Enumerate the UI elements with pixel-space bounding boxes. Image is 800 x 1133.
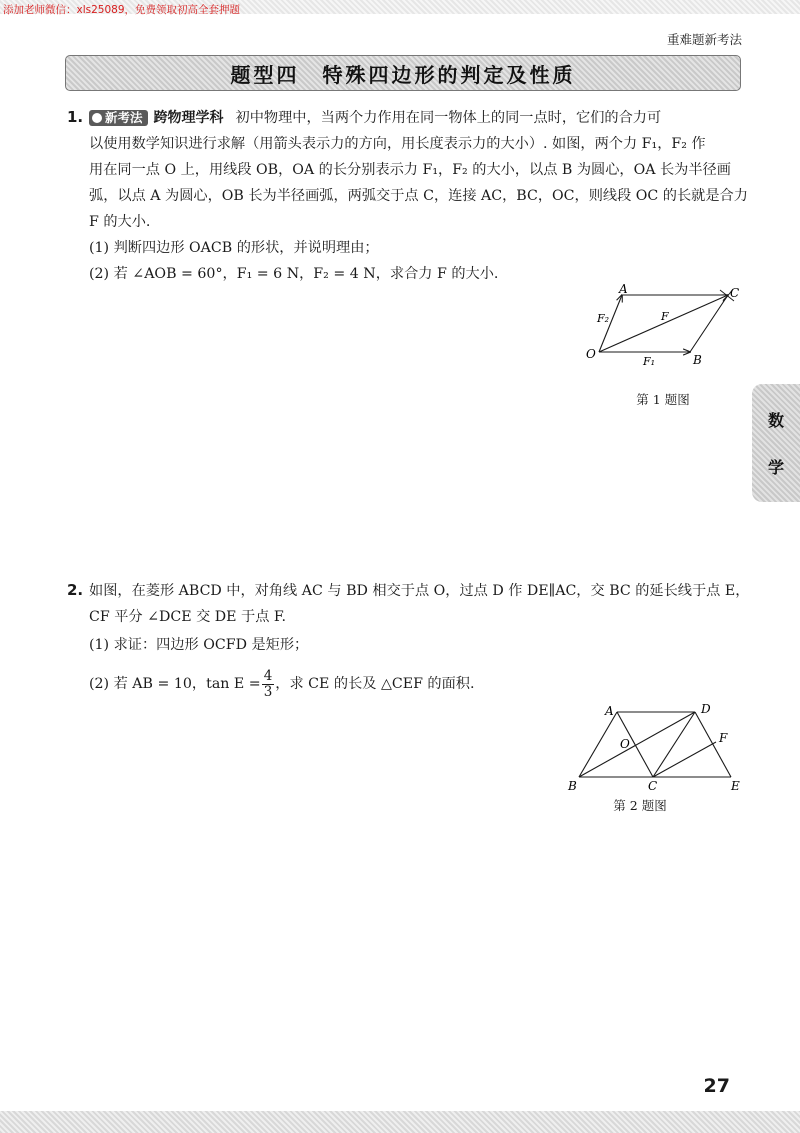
problem-1-line-4: 弧，以点 A 为圆心，OB 长为半径画弧，两弧交于点 C，连接 AC，BC，OC，则线段 OC 的长就是合力 xyxy=(89,188,748,204)
new-method-badge xyxy=(89,110,148,126)
subject-side-tab xyxy=(752,384,800,502)
header-section-title: 重难题新考法 xyxy=(666,32,742,47)
bottom-texture-strip xyxy=(0,1111,800,1133)
q2-text-after: ，求 CE 的长及 △CEF 的面积. xyxy=(275,676,475,692)
figure-2 xyxy=(565,700,745,814)
label-o: O xyxy=(586,347,596,361)
label-b: B xyxy=(693,353,702,367)
figure-2-caption: 第 2 题图 xyxy=(613,798,667,813)
section-title: 题型四 特殊四边形的判定及性质 xyxy=(230,62,576,87)
label-o: O xyxy=(620,737,630,751)
segment-cf xyxy=(653,742,716,777)
fraction-denominator: 3 xyxy=(263,683,273,700)
label-a: A xyxy=(619,282,628,296)
problem-1-question-2: (2) 若 ∠AOB = 60°，F₁ = 6 N，F₂ = 4 N，求合力 F 的大小. xyxy=(89,266,499,282)
label-d: D xyxy=(701,702,711,716)
side-tab-char-2: 学 xyxy=(767,458,784,477)
figure-1 xyxy=(583,280,743,408)
problem-2 xyxy=(67,577,750,700)
section-title-bar xyxy=(65,55,741,91)
problem-2-first-line xyxy=(67,577,750,604)
label-f: F xyxy=(719,731,728,745)
problem-2-number: 2. xyxy=(67,581,84,599)
problem-2-question-1: (1) 求证：四边形 OCFD 是矩形； xyxy=(89,637,309,653)
diagonal-bd xyxy=(579,712,695,777)
segment-dc xyxy=(653,712,695,777)
problem-2-line-2: CF 平分 ∠DCE 交 DE 于点 F. xyxy=(89,609,287,625)
label-c: C xyxy=(648,779,658,793)
label-e: E xyxy=(731,779,740,793)
label-f1: F₁ xyxy=(643,355,656,368)
rhombus-diagram xyxy=(565,700,745,796)
problem-1-first-line xyxy=(67,104,745,131)
force-parallelogram-diagram xyxy=(583,280,743,390)
badge-label: 新考法 xyxy=(105,110,143,125)
problem-1-number: 1. xyxy=(67,108,84,126)
problem-1 xyxy=(67,104,748,287)
label-f2: F₂ xyxy=(597,312,610,325)
figure-1-caption: 第 1 题图 xyxy=(636,392,690,407)
label-c: C xyxy=(730,286,740,300)
label-a: A xyxy=(605,704,614,718)
problem-2-line-1: 如图，在菱形 ABCD 中，对角线 AC 与 BD 相交于点 O，过点 D 作 DE∥AC，交 BC 的延长线于点 E， xyxy=(89,583,750,599)
problem-1-question-1: (1) 判断四边形 OACB 的形状，并说明理由； xyxy=(89,240,379,256)
side-tab-char-1: 数 xyxy=(767,411,784,430)
label-b: B xyxy=(568,779,577,793)
watermark-text: 添加老师微信：xls25089，免费领取初高全套押题 xyxy=(3,4,241,16)
problem-1-line-5: F 的大小. xyxy=(89,214,151,230)
page-number: 27 xyxy=(703,1075,730,1097)
fraction-4-3 xyxy=(262,669,275,700)
lightbulb-icon xyxy=(92,113,102,123)
q2-text-before: (2) 若 AB = 10，tan E = xyxy=(89,676,261,692)
problem-2-question-2 xyxy=(67,668,745,700)
cross-subject-label: 跨物理学科 xyxy=(153,110,224,126)
fraction-numerator: 4 xyxy=(263,667,273,684)
problem-1-line-3: 用在同一点 O 上，用线段 OB，OA 的长分别表示力 F₁，F₂ 的大小，以点 B 为圆心，OA 长为半径画 xyxy=(89,162,731,178)
problem-1-line-1: 初中物理中，当两个力作用在同一物体上的同一点时，它们的合力可 xyxy=(235,110,662,126)
segment-ab xyxy=(579,712,617,777)
label-f: F xyxy=(661,310,669,323)
problem-1-line-2: 以使用数学知识进行求解（用箭头表示力的方向，用长度表示力的大小）. 如图，两个力 F₁，F₂ 作 xyxy=(89,136,706,152)
